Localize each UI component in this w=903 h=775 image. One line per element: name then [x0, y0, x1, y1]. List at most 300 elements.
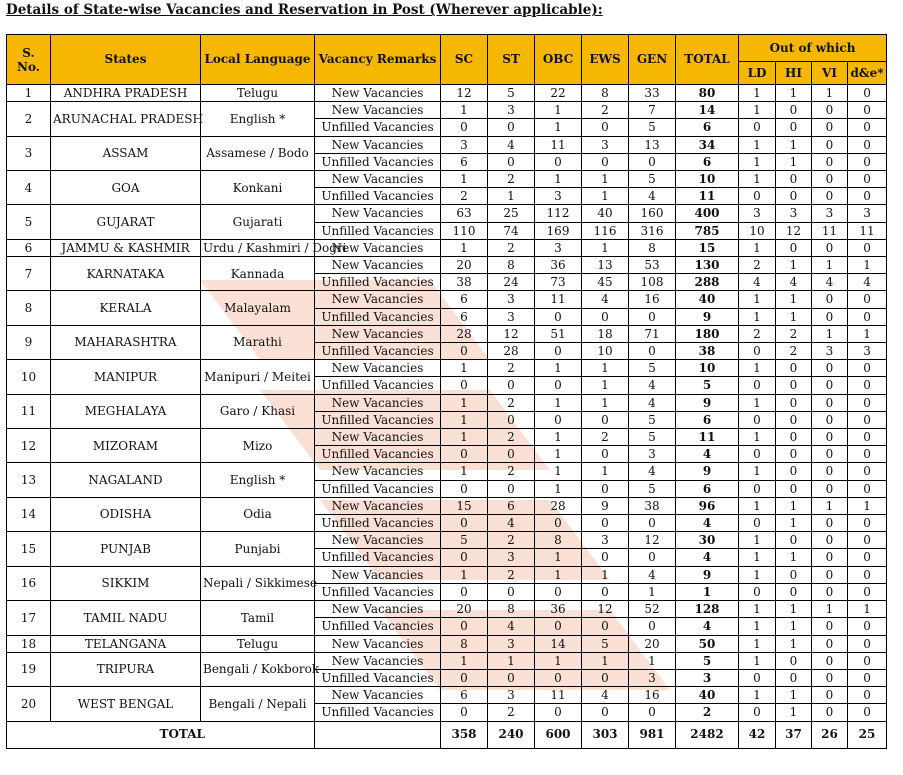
de-cell: 1: [848, 257, 887, 274]
remark-cell: New Vacancies: [315, 171, 441, 188]
table-row: [7, 325, 887, 342]
ews-cell: 1: [582, 463, 629, 480]
serial-number-cell: 1: [7, 85, 51, 102]
obc-cell: 1: [535, 463, 582, 480]
gen-cell: 0: [629, 153, 676, 170]
total-cell: 11: [676, 188, 739, 205]
gen-cell: 8: [629, 239, 676, 256]
ews-cell: 5: [582, 635, 629, 652]
total-cell: 6: [676, 153, 739, 170]
language-cell: Urdu / Kashmiri / Dogri: [201, 239, 315, 256]
sc-cell: 0: [441, 704, 488, 721]
total-cell: 15: [676, 239, 739, 256]
de-cell: 0: [848, 463, 887, 480]
sc-cell: 1: [441, 566, 488, 583]
de-cell: 0: [848, 635, 887, 652]
state-cell: TELANGANA: [51, 635, 201, 652]
total-total: 2482: [676, 721, 739, 748]
gen-cell: 4: [629, 394, 676, 411]
ld-cell: 1: [739, 291, 776, 308]
de-cell: 0: [848, 239, 887, 256]
language-cell: Marathi: [201, 325, 315, 359]
remark-cell: New Vacancies: [315, 205, 441, 222]
ews-cell: 0: [582, 308, 629, 325]
st-cell: 2: [488, 463, 535, 480]
table-row: [7, 429, 887, 446]
hi-cell: 0: [776, 463, 812, 480]
ews-cell: 1: [582, 652, 629, 669]
obc-cell: 1: [535, 566, 582, 583]
gen-cell: 0: [629, 515, 676, 532]
ews-cell: 1: [582, 171, 629, 188]
hi-cell: 3: [776, 205, 812, 222]
gen-cell: 7: [629, 102, 676, 119]
ews-cell: 3: [582, 136, 629, 153]
de-cell: 0: [848, 291, 887, 308]
language-cell: Telugu: [201, 85, 315, 102]
ews-cell: 0: [582, 669, 629, 686]
gen-cell: 108: [629, 274, 676, 291]
ld-cell: 4: [739, 274, 776, 291]
ews-cell: 0: [582, 618, 629, 635]
gen-cell: 13: [629, 136, 676, 153]
vi-cell: 0: [812, 291, 848, 308]
ld-cell: 2: [739, 325, 776, 342]
obc-cell: 11: [535, 291, 582, 308]
de-cell: 11: [848, 222, 887, 239]
state-cell: GUJARAT: [51, 205, 201, 239]
ews-cell: 0: [582, 480, 629, 497]
sc-cell: 1: [441, 239, 488, 256]
total-cell: 14: [676, 102, 739, 119]
vi-cell: 0: [812, 652, 848, 669]
hi-cell: 0: [776, 669, 812, 686]
sc-cell: 0: [441, 669, 488, 686]
st-cell: 3: [488, 635, 535, 652]
header-states: States: [51, 35, 201, 85]
hi-cell: 0: [776, 239, 812, 256]
table-row: [7, 171, 887, 188]
de-cell: 0: [848, 136, 887, 153]
total-cell: 10: [676, 171, 739, 188]
obc-cell: 1: [535, 446, 582, 463]
ews-cell: 3: [582, 532, 629, 549]
de-cell: 0: [848, 652, 887, 669]
st-cell: 2: [488, 171, 535, 188]
ld-cell: 0: [739, 669, 776, 686]
header-total: TOTAL: [676, 35, 739, 85]
serial-number-cell: 12: [7, 429, 51, 463]
st-cell: 4: [488, 136, 535, 153]
language-cell: Malayalam: [201, 291, 315, 325]
hi-cell: 0: [776, 377, 812, 394]
st-cell: 0: [488, 446, 535, 463]
total-cell: 5: [676, 652, 739, 669]
vi-cell: 0: [812, 119, 848, 136]
header-language: Local Language: [201, 35, 315, 85]
ld-cell: 1: [739, 394, 776, 411]
st-cell: 2: [488, 394, 535, 411]
state-cell: PUNJAB: [51, 532, 201, 566]
hi-cell: 0: [776, 429, 812, 446]
remark-cell: New Vacancies: [315, 687, 441, 704]
vi-cell: 0: [812, 153, 848, 170]
vi-cell: 0: [812, 549, 848, 566]
total-sc: 358: [441, 721, 488, 748]
hi-cell: 4: [776, 274, 812, 291]
ld-cell: 1: [739, 549, 776, 566]
header-st: ST: [488, 35, 535, 85]
ld-cell: 0: [739, 704, 776, 721]
ews-cell: 13: [582, 257, 629, 274]
vi-cell: 0: [812, 102, 848, 119]
table-row: [7, 601, 887, 618]
table-row: [7, 291, 887, 308]
header-obc: OBC: [535, 35, 582, 85]
sc-cell: 1: [441, 652, 488, 669]
obc-cell: 36: [535, 257, 582, 274]
serial-number-cell: 2: [7, 102, 51, 136]
serial-number-cell: 5: [7, 205, 51, 239]
ld-cell: 1: [739, 102, 776, 119]
total-ews: 303: [582, 721, 629, 748]
remark-cell: Unfilled Vacancies: [315, 549, 441, 566]
sc-cell: 1: [441, 394, 488, 411]
vi-cell: 0: [812, 411, 848, 428]
total-cell: 9: [676, 566, 739, 583]
sc-cell: 1: [441, 411, 488, 428]
ld-cell: 1: [739, 497, 776, 514]
hi-cell: 0: [776, 652, 812, 669]
total-row: [7, 721, 887, 748]
hi-cell: 0: [776, 446, 812, 463]
language-cell: Garo / Khasi: [201, 394, 315, 428]
gen-cell: 5: [629, 119, 676, 136]
gen-cell: 5: [629, 411, 676, 428]
st-cell: 3: [488, 102, 535, 119]
gen-cell: 0: [629, 308, 676, 325]
vi-cell: 1: [812, 257, 848, 274]
state-cell: TRIPURA: [51, 652, 201, 686]
de-cell: 0: [848, 549, 887, 566]
vi-cell: 0: [812, 669, 848, 686]
total-st: 240: [488, 721, 535, 748]
ld-cell: 0: [739, 583, 776, 600]
gen-cell: 4: [629, 463, 676, 480]
st-cell: 4: [488, 618, 535, 635]
gen-cell: 20: [629, 635, 676, 652]
hi-cell: 1: [776, 635, 812, 652]
obc-cell: 28: [535, 497, 582, 514]
de-cell: 0: [848, 85, 887, 102]
vi-cell: 0: [812, 136, 848, 153]
hi-cell: 1: [776, 257, 812, 274]
sc-cell: 0: [441, 343, 488, 360]
gen-cell: 4: [629, 188, 676, 205]
state-cell: MAHARASHTRA: [51, 325, 201, 359]
st-cell: 0: [488, 669, 535, 686]
serial-number-cell: 17: [7, 601, 51, 635]
state-cell: ASSAM: [51, 136, 201, 170]
vi-cell: 0: [812, 687, 848, 704]
table-row: [7, 497, 887, 514]
sc-cell: 38: [441, 274, 488, 291]
header-out-of-which: Out of which: [739, 35, 887, 62]
vi-cell: 0: [812, 566, 848, 583]
sc-cell: 6: [441, 687, 488, 704]
serial-number-cell: 19: [7, 652, 51, 686]
total-cell: 40: [676, 291, 739, 308]
de-cell: 1: [848, 497, 887, 514]
sc-cell: 15: [441, 497, 488, 514]
total-cell: 6: [676, 411, 739, 428]
serial-number-cell: 3: [7, 136, 51, 170]
vi-cell: 0: [812, 377, 848, 394]
vi-cell: 0: [812, 704, 848, 721]
gen-cell: 0: [629, 549, 676, 566]
obc-cell: 0: [535, 308, 582, 325]
hi-cell: 0: [776, 102, 812, 119]
hi-cell: 1: [776, 687, 812, 704]
obc-cell: 0: [535, 411, 582, 428]
sc-cell: 6: [441, 291, 488, 308]
ld-cell: 1: [739, 171, 776, 188]
gen-cell: 3: [629, 446, 676, 463]
ews-cell: 0: [582, 411, 629, 428]
total-cell: 4: [676, 446, 739, 463]
total-ld: 42: [739, 721, 776, 748]
ews-cell: 40: [582, 205, 629, 222]
sc-cell: 3: [441, 136, 488, 153]
total-blank-sno: [7, 721, 51, 748]
total-cell: 38: [676, 343, 739, 360]
de-cell: 0: [848, 102, 887, 119]
hi-cell: 0: [776, 583, 812, 600]
remark-cell: New Vacancies: [315, 136, 441, 153]
vi-cell: 0: [812, 635, 848, 652]
total-cell: 1: [676, 583, 739, 600]
ld-cell: 1: [739, 136, 776, 153]
serial-number-cell: 20: [7, 687, 51, 721]
obc-cell: 1: [535, 480, 582, 497]
table-row: [7, 360, 887, 377]
st-cell: 12: [488, 325, 535, 342]
de-cell: 0: [848, 618, 887, 635]
header-ld: LD: [739, 62, 776, 85]
obc-cell: 1: [535, 549, 582, 566]
remark-cell: New Vacancies: [315, 257, 441, 274]
hi-cell: 1: [776, 291, 812, 308]
obc-cell: 22: [535, 85, 582, 102]
state-cell: MEGHALAYA: [51, 394, 201, 428]
language-cell: English *: [201, 102, 315, 136]
language-cell: English *: [201, 463, 315, 497]
language-cell: Konkani: [201, 171, 315, 205]
remark-cell: Unfilled Vacancies: [315, 119, 441, 136]
total-cell: 40: [676, 687, 739, 704]
gen-cell: 71: [629, 325, 676, 342]
serial-number-cell: 18: [7, 635, 51, 652]
hi-cell: 2: [776, 343, 812, 360]
total-cell: 30: [676, 532, 739, 549]
sc-cell: 0: [441, 583, 488, 600]
st-cell: 2: [488, 239, 535, 256]
gen-cell: 3: [629, 669, 676, 686]
table-row: [7, 687, 887, 704]
vi-cell: 0: [812, 515, 848, 532]
gen-cell: 0: [629, 618, 676, 635]
st-cell: 8: [488, 257, 535, 274]
total-cell: 5: [676, 377, 739, 394]
gen-cell: 16: [629, 687, 676, 704]
st-cell: 25: [488, 205, 535, 222]
de-cell: 3: [848, 343, 887, 360]
header-gen: GEN: [629, 35, 676, 85]
ld-cell: 1: [739, 687, 776, 704]
serial-number-cell: 9: [7, 325, 51, 359]
sc-cell: 1: [441, 360, 488, 377]
de-cell: 0: [848, 687, 887, 704]
obc-cell: 0: [535, 343, 582, 360]
remark-cell: New Vacancies: [315, 102, 441, 119]
table-row: [7, 532, 887, 549]
de-cell: 1: [848, 601, 887, 618]
gen-cell: 1: [629, 583, 676, 600]
sc-cell: 0: [441, 119, 488, 136]
ews-cell: 8: [582, 85, 629, 102]
remark-cell: New Vacancies: [315, 532, 441, 549]
gen-cell: 4: [629, 566, 676, 583]
gen-cell: 38: [629, 497, 676, 514]
language-cell: Kannada: [201, 257, 315, 291]
remark-cell: New Vacancies: [315, 394, 441, 411]
obc-cell: 1: [535, 102, 582, 119]
header-vi: VI: [812, 62, 848, 85]
ld-cell: 1: [739, 239, 776, 256]
obc-cell: 11: [535, 687, 582, 704]
ews-cell: 4: [582, 687, 629, 704]
de-cell: 0: [848, 532, 887, 549]
ews-cell: 12: [582, 601, 629, 618]
remark-cell: New Vacancies: [315, 360, 441, 377]
state-cell: WEST BENGAL: [51, 687, 201, 721]
state-cell: TAMIL NADU: [51, 601, 201, 635]
ews-cell: 0: [582, 549, 629, 566]
serial-number-cell: 6: [7, 239, 51, 256]
de-cell: 0: [848, 480, 887, 497]
gen-cell: 0: [629, 704, 676, 721]
ews-cell: 45: [582, 274, 629, 291]
hi-cell: 1: [776, 153, 812, 170]
de-cell: 0: [848, 669, 887, 686]
vi-cell: 1: [812, 325, 848, 342]
ews-cell: 1: [582, 566, 629, 583]
obc-cell: 0: [535, 515, 582, 532]
state-cell: ANDHRA PRADESH: [51, 85, 201, 102]
ld-cell: 1: [739, 635, 776, 652]
serial-number-cell: 13: [7, 463, 51, 497]
total-hi: 37: [776, 721, 812, 748]
vi-cell: 0: [812, 480, 848, 497]
sc-cell: 63: [441, 205, 488, 222]
gen-cell: 316: [629, 222, 676, 239]
hi-cell: 0: [776, 394, 812, 411]
total-cell: 288: [676, 274, 739, 291]
ews-cell: 0: [582, 119, 629, 136]
vi-cell: 3: [812, 343, 848, 360]
total-cell: 3: [676, 669, 739, 686]
st-cell: 8: [488, 601, 535, 618]
ews-cell: 1: [582, 188, 629, 205]
header-sno: S. No.: [7, 35, 51, 85]
de-cell: 0: [848, 308, 887, 325]
language-cell: Assamese / Bodo: [201, 136, 315, 170]
ld-cell: 1: [739, 532, 776, 549]
serial-number-cell: 14: [7, 497, 51, 531]
sc-cell: 12: [441, 85, 488, 102]
ld-cell: 0: [739, 515, 776, 532]
remark-cell: Unfilled Vacancies: [315, 618, 441, 635]
language-cell: Tamil: [201, 601, 315, 635]
ld-cell: 1: [739, 652, 776, 669]
gen-cell: 52: [629, 601, 676, 618]
de-cell: 0: [848, 566, 887, 583]
total-de: 25: [848, 721, 887, 748]
de-cell: 0: [848, 446, 887, 463]
remark-cell: Unfilled Vacancies: [315, 583, 441, 600]
language-cell: Telugu: [201, 635, 315, 652]
remark-cell: Unfilled Vacancies: [315, 274, 441, 291]
state-cell: JAMMU & KASHMIR: [51, 239, 201, 256]
ews-cell: 1: [582, 377, 629, 394]
sc-cell: 5: [441, 532, 488, 549]
de-cell: 4: [848, 274, 887, 291]
obc-cell: 8: [535, 532, 582, 549]
total-cell: 10: [676, 360, 739, 377]
sc-cell: 110: [441, 222, 488, 239]
serial-number-cell: 7: [7, 257, 51, 291]
serial-number-cell: 8: [7, 291, 51, 325]
total-cell: 80: [676, 85, 739, 102]
ews-cell: 2: [582, 429, 629, 446]
total-blank-remarks: [315, 721, 441, 748]
obc-cell: 0: [535, 669, 582, 686]
hi-cell: 0: [776, 188, 812, 205]
state-cell: NAGALAND: [51, 463, 201, 497]
remark-cell: Unfilled Vacancies: [315, 704, 441, 721]
total-cell: 180: [676, 325, 739, 342]
gen-cell: 5: [629, 360, 676, 377]
state-cell: MANIPUR: [51, 360, 201, 394]
ews-cell: 0: [582, 704, 629, 721]
de-cell: 0: [848, 153, 887, 170]
ews-cell: 116: [582, 222, 629, 239]
st-cell: 3: [488, 549, 535, 566]
sc-cell: 20: [441, 257, 488, 274]
st-cell: 24: [488, 274, 535, 291]
remark-cell: New Vacancies: [315, 601, 441, 618]
remark-cell: Unfilled Vacancies: [315, 480, 441, 497]
de-cell: 0: [848, 429, 887, 446]
remark-cell: New Vacancies: [315, 429, 441, 446]
st-cell: 5: [488, 85, 535, 102]
page-title: Details of State-wise Vacancies and Reservation in Post (Wherever applicable):: [6, 2, 603, 18]
total-cell: 400: [676, 205, 739, 222]
ews-cell: 4: [582, 291, 629, 308]
ld-cell: 1: [739, 601, 776, 618]
st-cell: 3: [488, 687, 535, 704]
vi-cell: 0: [812, 532, 848, 549]
